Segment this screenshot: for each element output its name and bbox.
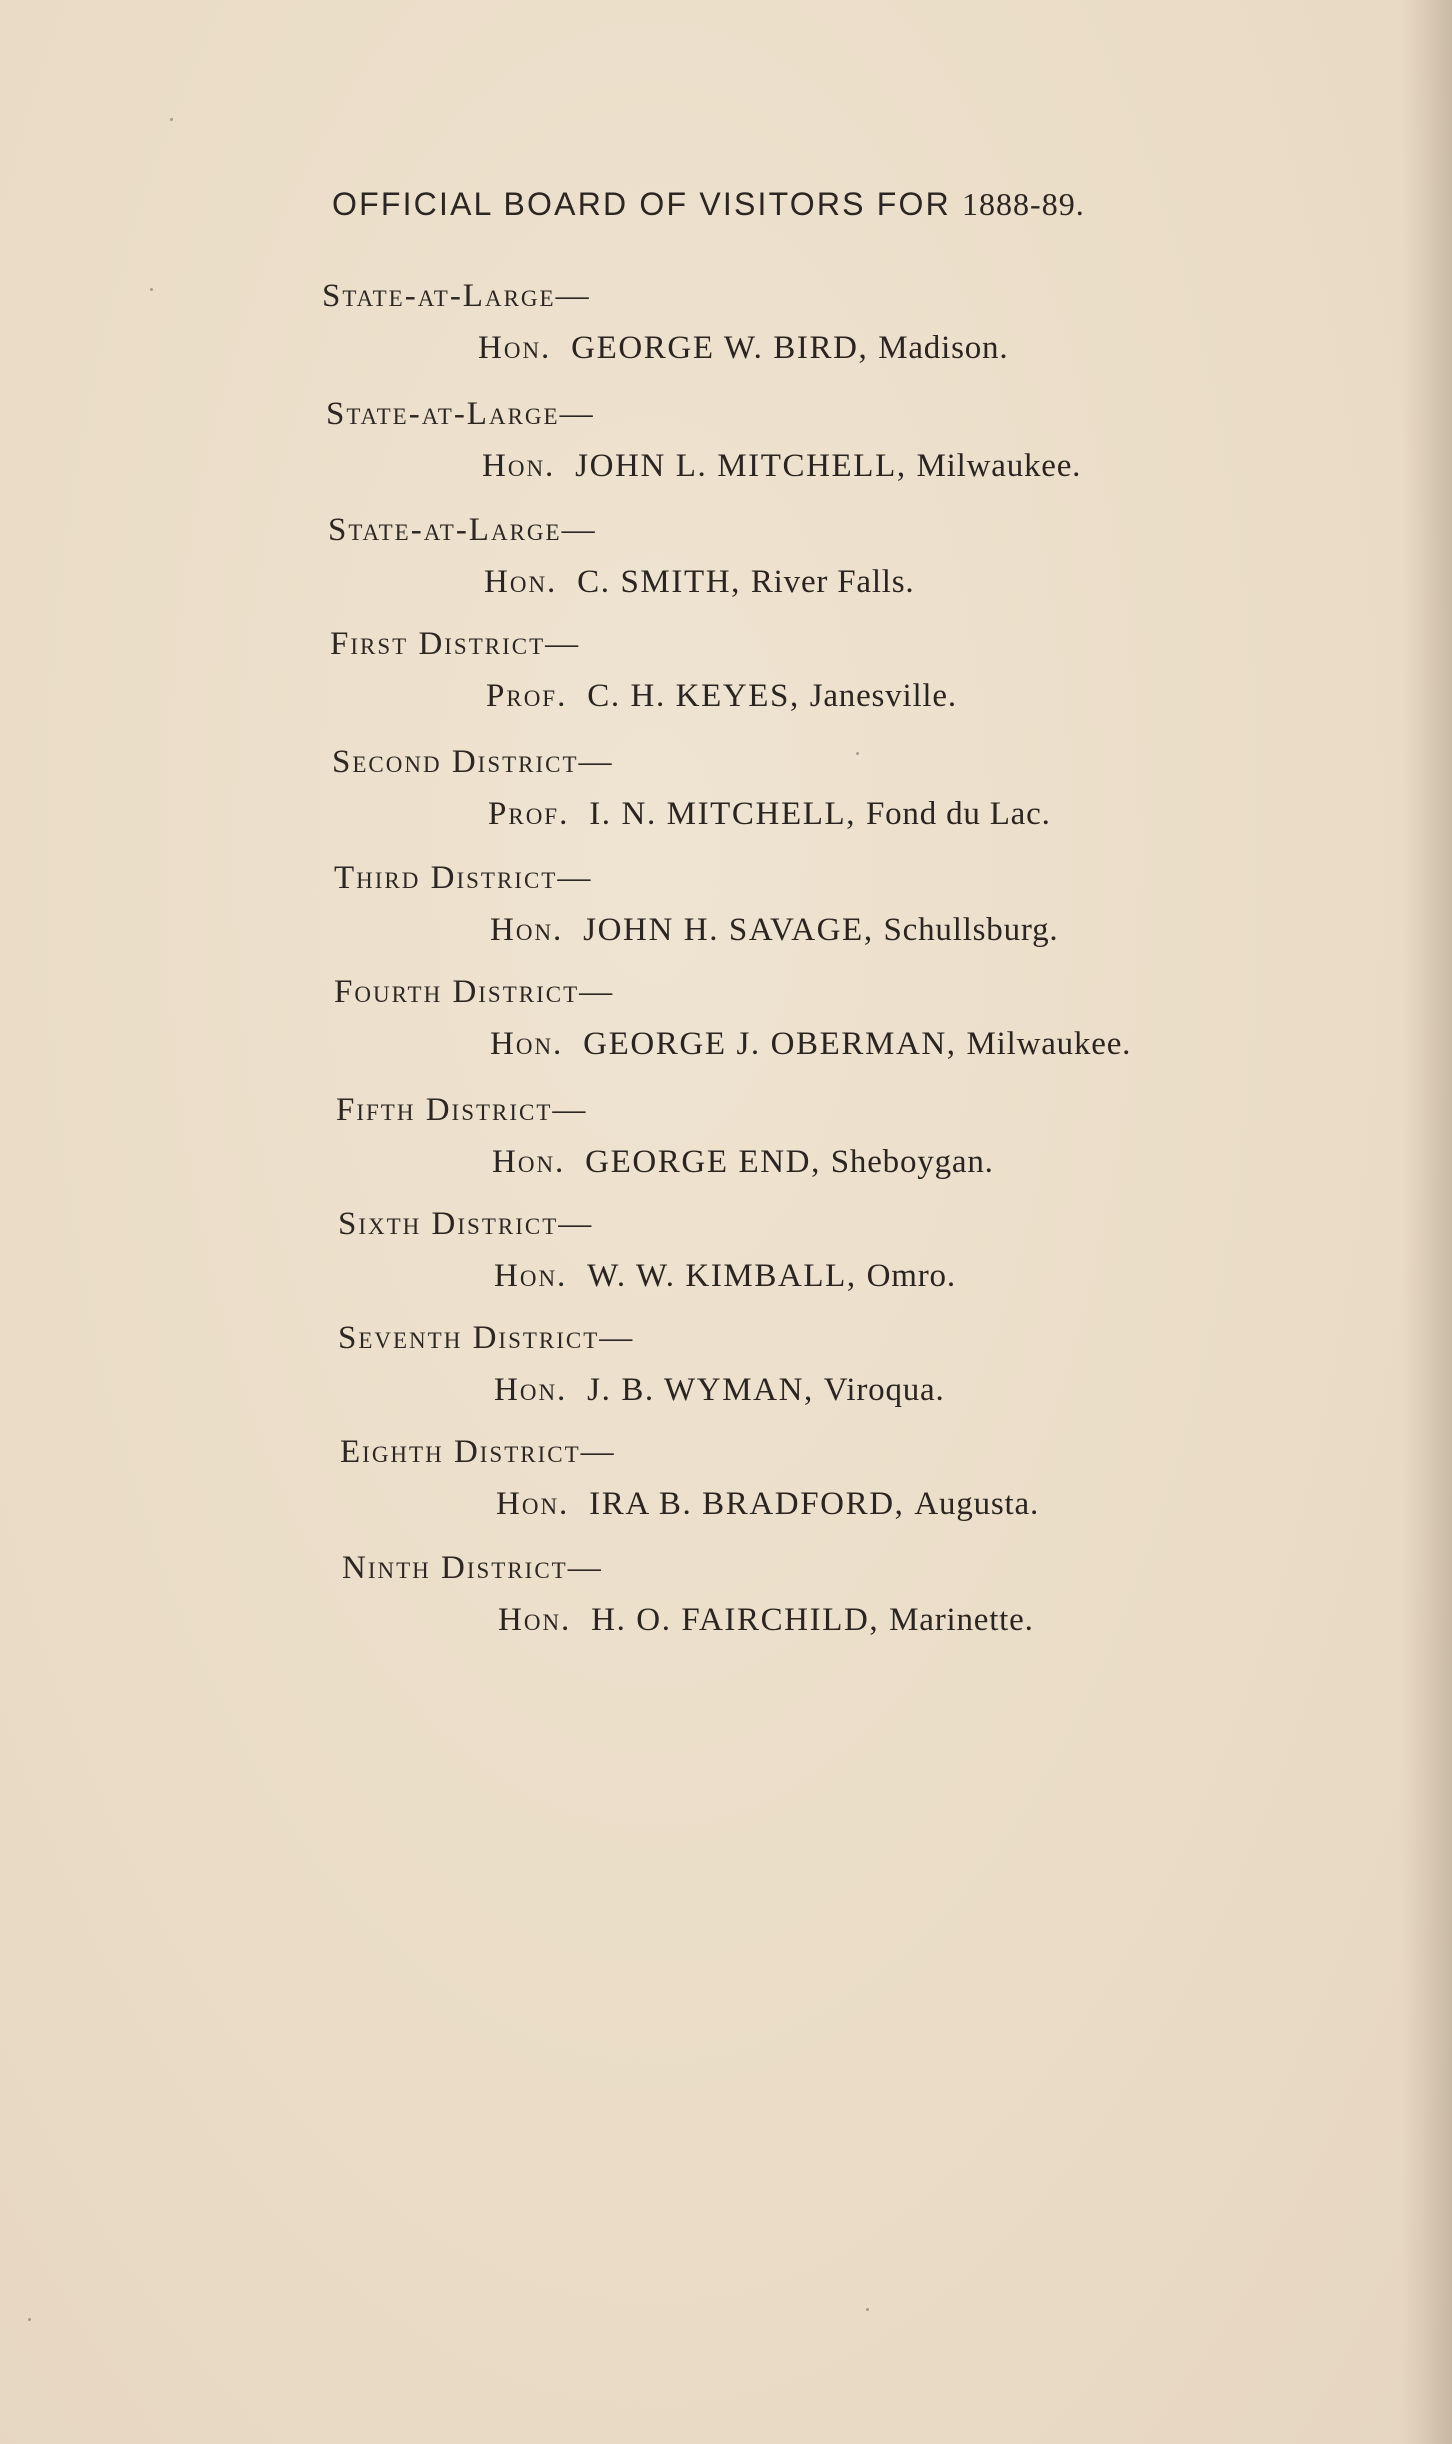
title-year: 1888-89. bbox=[962, 186, 1085, 222]
list-item bbox=[336, 1092, 994, 1180]
member-name: C. H. KEYES, bbox=[587, 678, 800, 714]
member-name: C. SMITH, bbox=[577, 564, 742, 600]
district-label: Fourth District— bbox=[334, 974, 615, 1010]
member-place: River Falls. bbox=[750, 564, 915, 600]
list-item bbox=[334, 860, 1059, 948]
list-item bbox=[322, 278, 1009, 366]
honorific: Hon. bbox=[490, 912, 564, 948]
member-place: Milwaukee. bbox=[916, 448, 1082, 484]
list-item bbox=[342, 1550, 1034, 1638]
district-label: Eighth District— bbox=[340, 1434, 616, 1470]
district-label: First District— bbox=[330, 626, 581, 662]
paper-speck bbox=[856, 752, 859, 755]
member-line bbox=[498, 1602, 1034, 1639]
honorific: Hon. bbox=[494, 1372, 568, 1408]
member-place: Fond du Lac. bbox=[865, 796, 1051, 832]
member-line bbox=[494, 1372, 945, 1409]
paper-speck bbox=[866, 2308, 869, 2311]
list-item bbox=[330, 626, 957, 714]
member-place: Schullsburg. bbox=[883, 912, 1059, 948]
member-name: IRA B. BRADFORD, bbox=[589, 1486, 905, 1522]
member-place: Viroqua. bbox=[823, 1372, 945, 1408]
member-line bbox=[490, 912, 1058, 949]
district-label: Second District— bbox=[332, 744, 614, 780]
district-label: State-at-Large— bbox=[322, 278, 591, 314]
title-text: OFFICIAL BOARD OF VISITORS FOR bbox=[332, 186, 951, 222]
member-place: Madison. bbox=[878, 330, 1009, 366]
member-place: Omro. bbox=[866, 1258, 956, 1294]
member-name: GEORGE END, bbox=[585, 1144, 821, 1180]
member-place: Milwaukee. bbox=[966, 1026, 1132, 1062]
member-line bbox=[494, 1258, 956, 1295]
paper-speck bbox=[170, 118, 173, 121]
district-label: State-at-Large— bbox=[326, 396, 595, 432]
honorific: Hon. bbox=[492, 1144, 566, 1180]
member-line bbox=[482, 448, 1081, 485]
district-label: Fifth District— bbox=[336, 1092, 588, 1128]
member-line bbox=[484, 564, 914, 601]
member-line bbox=[486, 678, 957, 715]
honorific: Hon. bbox=[490, 1026, 564, 1062]
member-line bbox=[492, 1144, 994, 1181]
list-item bbox=[340, 1434, 1040, 1522]
list-item bbox=[328, 512, 915, 600]
member-place: Augusta. bbox=[914, 1486, 1040, 1522]
member-line bbox=[488, 796, 1051, 833]
member-name: JOHN H. SAVAGE, bbox=[583, 912, 874, 948]
list-item bbox=[326, 396, 1082, 484]
honorific: Hon. bbox=[482, 448, 556, 484]
district-label: State-at-Large— bbox=[328, 512, 597, 548]
member-name: H. O. FAIRCHILD, bbox=[591, 1602, 880, 1638]
honorific: Hon. bbox=[484, 564, 558, 600]
honorific: Hon. bbox=[498, 1602, 572, 1638]
member-place: Sheboygan. bbox=[830, 1144, 994, 1180]
paper-speck bbox=[150, 288, 153, 291]
member-name: JOHN L. MITCHELL, bbox=[575, 448, 907, 484]
district-label: Sixth District— bbox=[338, 1206, 594, 1242]
member-name: W. W. KIMBALL, bbox=[587, 1258, 857, 1294]
member-name: I. N. MITCHELL, bbox=[589, 796, 857, 832]
list-item bbox=[334, 974, 1132, 1062]
honorific: Hon. bbox=[478, 330, 552, 366]
member-line bbox=[490, 1026, 1131, 1063]
member-name: GEORGE W. BIRD, bbox=[571, 330, 869, 366]
paper-speck bbox=[28, 2318, 31, 2321]
member-place: Marinette. bbox=[889, 1602, 1034, 1638]
honorific: Prof. bbox=[488, 796, 570, 832]
honorific: Prof. bbox=[486, 678, 568, 714]
list-item bbox=[338, 1320, 945, 1408]
honorific: Hon. bbox=[496, 1486, 570, 1522]
honorific: Hon. bbox=[494, 1258, 568, 1294]
member-name: GEORGE J. OBERMAN, bbox=[583, 1026, 957, 1062]
member-line bbox=[496, 1486, 1039, 1523]
district-label: Seventh District— bbox=[338, 1320, 635, 1356]
list-item bbox=[338, 1206, 956, 1294]
list-item bbox=[332, 744, 1051, 832]
member-line bbox=[478, 330, 1008, 367]
district-label: Third District— bbox=[334, 860, 593, 896]
member-place: Janesville. bbox=[809, 678, 957, 714]
district-label: Ninth District— bbox=[342, 1550, 603, 1586]
page-title bbox=[332, 186, 1085, 223]
member-name: J. B. WYMAN, bbox=[587, 1372, 814, 1408]
